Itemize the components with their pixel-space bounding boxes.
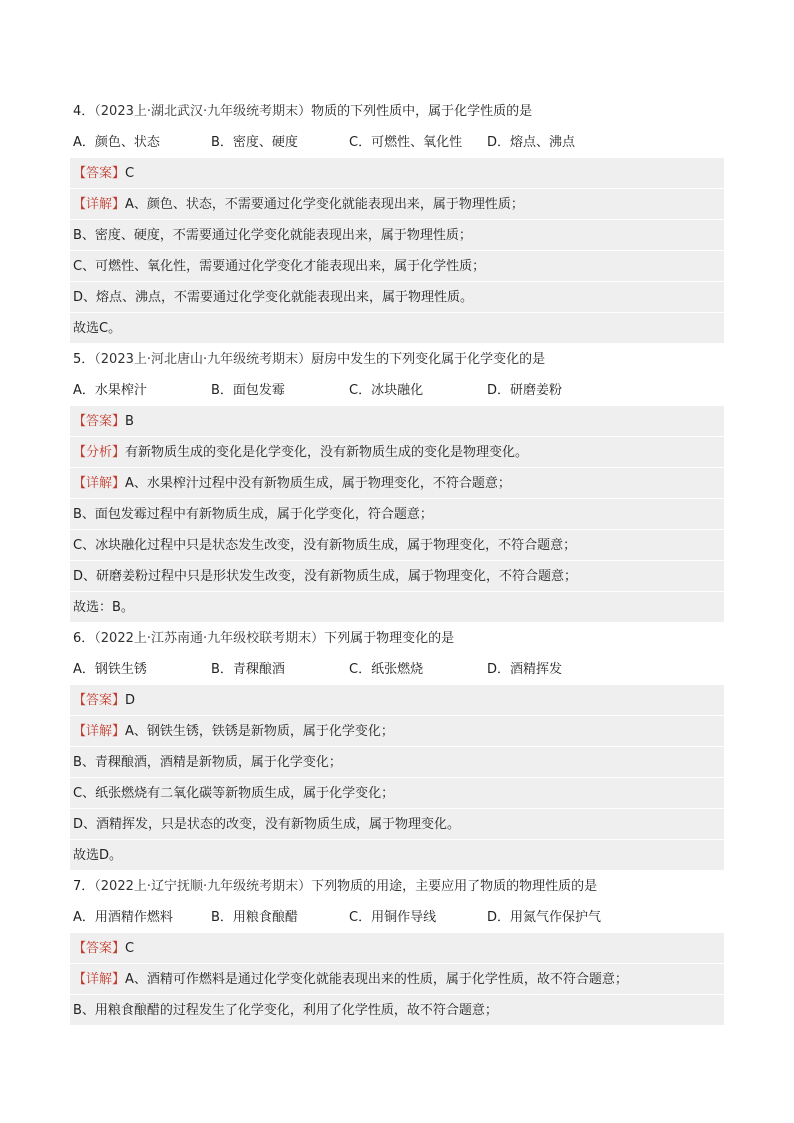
- detail-tag: 【详解】: [73, 724, 126, 739]
- answer-tag: 【答案】: [73, 166, 126, 181]
- question-source: （2023上·河北唐山·九年级统考期末）: [94, 352, 312, 367]
- question-text: 厨房中发生的下列变化属于化学变化的是: [311, 352, 546, 367]
- option-d: D．用氮气作保护气: [487, 910, 602, 925]
- analysis-text: 有新物质生成的变化是化学变化，没有新物质生成的变化是物理变化。: [125, 445, 529, 460]
- question-5-answer: [70, 406, 724, 437]
- question-number: 4．: [73, 104, 95, 119]
- option-c: C．冰块融化: [349, 383, 424, 398]
- question-4-conclusion: 故选C。: [70, 313, 724, 344]
- analysis-tag: 【分析】: [73, 445, 126, 460]
- question-7-answer: [70, 933, 724, 964]
- question-text: 物质的下列性质中，属于化学性质的是: [311, 104, 533, 119]
- option-d: D．酒精挥发: [487, 662, 563, 677]
- detail-text: A、钢铁生锈，铁锈是新物质，属于化学变化；: [125, 724, 394, 739]
- detail-tag: 【详解】: [73, 972, 126, 987]
- question-7-stem: [70, 871, 724, 902]
- answer-tag: 【答案】: [73, 693, 126, 708]
- question-source: （2022上·辽宁抚顺·九年级统考期末）: [94, 879, 312, 894]
- question-4-options: [70, 127, 724, 158]
- option-d: D．熔点、沸点: [487, 135, 576, 150]
- question-5-conclusion: 故选：B。: [70, 592, 724, 623]
- detail-text: A、颜色、状态，不需要通过化学变化就能表现出来，属于物理性质；: [125, 197, 524, 212]
- option-b: B．面包发霉: [211, 383, 285, 398]
- question-6-detail-line: C、纸张燃烧有二氧化碳等新物质生成，属于化学变化；: [70, 778, 724, 809]
- answer-value: C: [125, 166, 135, 181]
- option-b: B．青稞酿酒: [211, 662, 285, 677]
- option-c: C．纸张燃烧: [349, 662, 424, 677]
- answer-tag: 【答案】: [73, 941, 126, 956]
- question-7-options: [70, 902, 724, 933]
- question-list: [70, 96, 724, 1026]
- answer-tag: 【答案】: [73, 414, 126, 429]
- option-b: B．密度、硬度: [211, 135, 298, 150]
- option-b: B．用粮食酿醋: [211, 910, 298, 925]
- question-number: 7．: [73, 879, 95, 894]
- detail-tag: 【详解】: [73, 476, 126, 491]
- question-number: 5．: [73, 352, 95, 367]
- question-source: （2023上·湖北武汉·九年级统考期末）: [94, 104, 312, 119]
- option-a: A．用酒精作燃料: [73, 910, 173, 925]
- question-4-stem: [70, 96, 724, 127]
- question-5-stem: [70, 344, 724, 375]
- answer-value: C: [125, 941, 135, 956]
- detail-tag: 【详解】: [73, 197, 126, 212]
- question-7-detail-line: [70, 964, 724, 995]
- detail-text: A、水果榨汁过程中没有新物质生成，属于物理变化，不符合题意；: [125, 476, 511, 491]
- detail-text: A、酒精可作燃料是通过化学变化就能表现出来的性质，属于化学性质，故不符合题意；: [125, 972, 628, 987]
- question-6-answer: [70, 685, 724, 716]
- question-4-detail-line: B、密度、硬度，不需要通过化学变化就能表现出来，属于物理性质；: [70, 220, 724, 251]
- question-6-stem: [70, 623, 724, 654]
- question-4-detail-line: D、熔点、沸点，不需要通过化学变化就能表现出来，属于物理性质。: [70, 282, 724, 313]
- question-text: 下列属于物理变化的是: [324, 631, 455, 646]
- question-4-detail-line: [70, 189, 724, 220]
- question-5-detail-line: [70, 468, 724, 499]
- question-4-answer: [70, 158, 724, 189]
- question-5-options: [70, 375, 724, 406]
- option-a: A．水果榨汁: [73, 383, 147, 398]
- answer-value: B: [125, 414, 134, 429]
- option-c: C．用铜作导线: [349, 910, 437, 925]
- option-c: C．可燃性、氧化性: [349, 135, 463, 150]
- question-5-detail-line: C、冰块融化过程中只是状态发生改变，没有新物质生成，属于物理变化，不符合题意；: [70, 530, 724, 561]
- question-source: （2022上·江苏南通·九年级校联考期末）: [94, 631, 325, 646]
- question-6-detail-line: D、酒精挥发，只是状态的改变，没有新物质生成，属于物理变化。: [70, 809, 724, 840]
- question-4-detail-line: C、可燃性、氧化性，需要通过化学变化才能表现出来，属于化学性质；: [70, 251, 724, 282]
- question-5-analysis: [70, 437, 724, 468]
- question-6-detail-line: [70, 716, 724, 747]
- question-number: 6．: [73, 631, 95, 646]
- option-a: A．钢铁生锈: [73, 662, 147, 677]
- question-5-detail-line: B、面包发霉过程中有新物质生成，属于化学变化，符合题意；: [70, 499, 724, 530]
- question-7-detail-line: B、用粮食酿醋的过程发生了化学变化，利用了化学性质，故不符合题意；: [70, 995, 724, 1026]
- question-text: 下列物质的用途，主要应用了物质的物理性质的是: [311, 879, 598, 894]
- question-6-options: [70, 654, 724, 685]
- question-6-conclusion: 故选D。: [70, 840, 724, 871]
- answer-value: D: [125, 693, 136, 708]
- option-d: D．研磨姜粉: [487, 383, 563, 398]
- question-5-detail-line: D、研磨姜粉过程中只是形状发生改变，没有新物质生成，属于物理变化，不符合题意；: [70, 561, 724, 592]
- option-a: A．颜色、状态: [73, 135, 160, 150]
- question-6-detail-line: B、青稞酿酒，酒精是新物质，属于化学变化；: [70, 747, 724, 778]
